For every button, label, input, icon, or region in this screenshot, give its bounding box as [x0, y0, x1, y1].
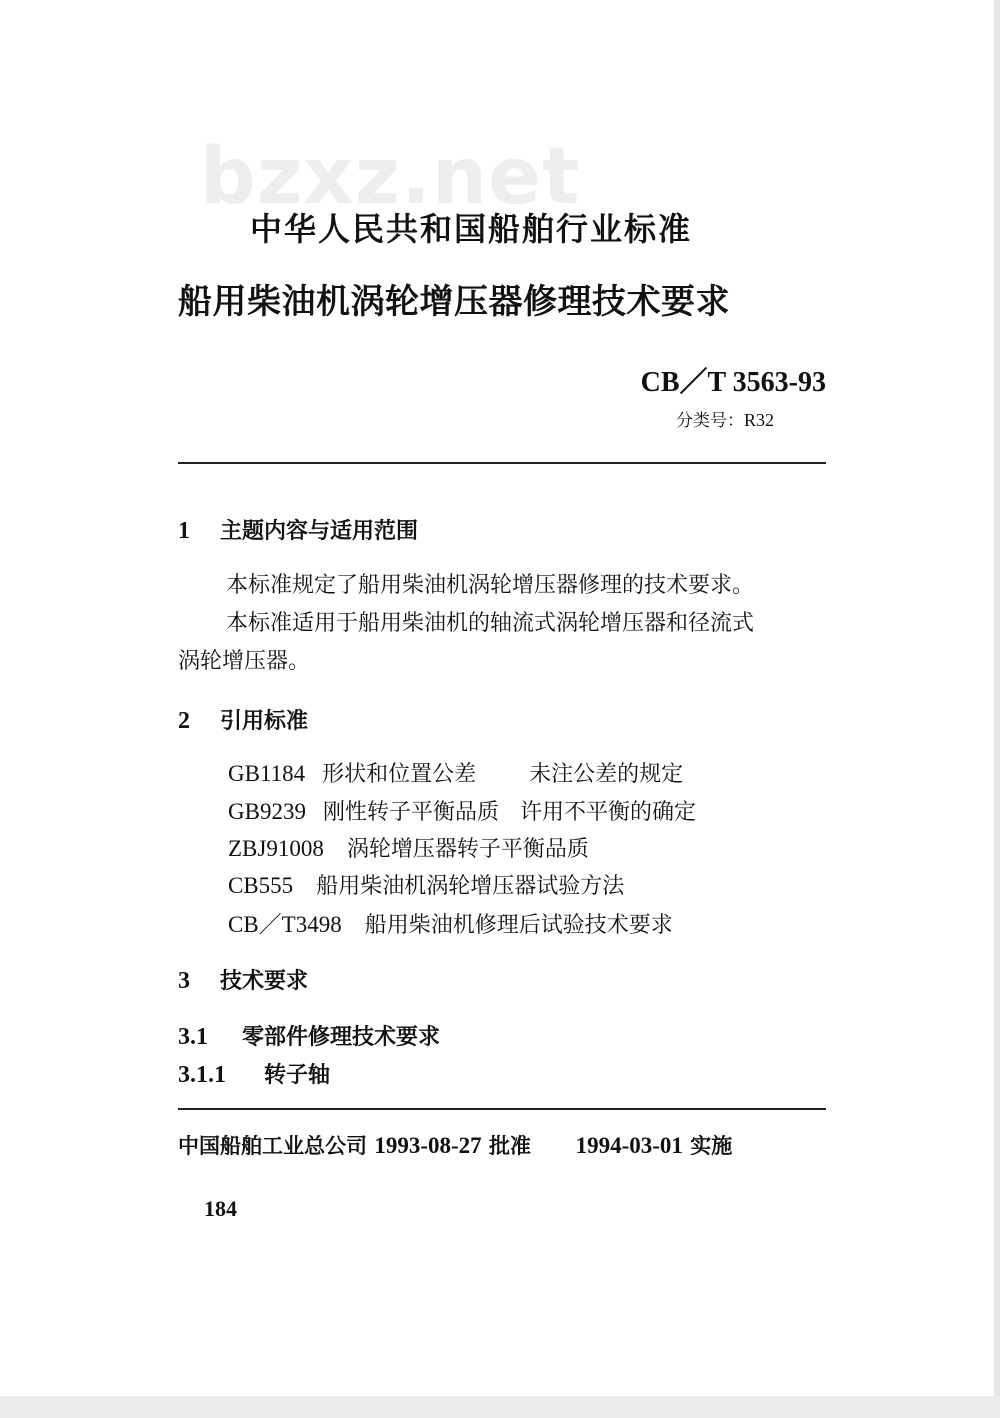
section-1-paragraph-2: 本标准适用于船用柴油机的轴流式涡轮增压器和径流式: [226, 611, 755, 636]
reference-code: GB9239: [228, 799, 306, 824]
section-title: 技术要求: [220, 969, 309, 994]
issuer: 中国船舶工业总公司: [178, 1134, 367, 1158]
reference-row: [228, 757, 683, 788]
section-1-paragraph-2-cont: 涡轮增压器。: [178, 649, 311, 674]
reference-row: [228, 795, 696, 826]
reference-code: CB555: [228, 873, 294, 898]
classification-label: 分类号：: [675, 411, 744, 431]
classification-code: [676, 406, 774, 431]
footer-divider: [178, 1108, 826, 1110]
subsection-title: 零部件修理技术要求: [242, 1025, 441, 1050]
subsection-3-1-heading: [178, 1020, 440, 1051]
classification-value: R32: [743, 410, 774, 430]
reference-title: 船用柴油机修理后试验技术要求: [364, 913, 673, 938]
effective-date: 1994-03-01: [575, 1133, 683, 1158]
section-number: 1: [178, 518, 190, 544]
section-title: 主题内容与适用范围: [220, 519, 419, 544]
page-number: 184: [204, 1196, 237, 1221]
approval-line: [178, 1130, 732, 1160]
header-divider: [178, 462, 826, 464]
effective-label: 实施: [690, 1134, 733, 1158]
subsection-number: 3.1.1: [178, 1062, 226, 1088]
section-1-paragraph-1: 本标准规定了船用柴油机涡轮增压器修理的技术要求。: [226, 573, 755, 598]
subsection-3-1-1-heading: [178, 1058, 330, 1089]
reference-title: 涡轮增压器转子平衡品质: [346, 837, 589, 862]
subsection-title: 转子轴: [264, 1063, 331, 1088]
watermark: bzxz.net: [200, 132, 581, 222]
reference-subtitle: 许用不平衡的确定: [519, 800, 696, 825]
reference-subtitle: 未注公差的规定: [529, 762, 684, 787]
reference-code: ZBJ91008: [228, 836, 324, 861]
section-title: 引用标准: [220, 709, 309, 734]
section-3-heading: [178, 964, 308, 995]
reference-code: CB／T3498: [228, 912, 342, 937]
approval-date: 1993-08-27: [374, 1133, 482, 1158]
industry-standard-title: 中华人民共和国船舶行业标准: [250, 210, 693, 248]
reference-code: GB1184: [228, 761, 306, 786]
section-number: 2: [178, 708, 190, 734]
section-number: 3: [178, 968, 190, 994]
reference-title: 形状和位置公差: [322, 762, 477, 787]
section-2-heading: [178, 704, 308, 735]
reference-title: 刚性转子平衡品质: [322, 800, 499, 825]
standard-number: CB／T 3563-93: [640, 367, 826, 398]
reference-row: [228, 869, 624, 900]
subsection-number: 3.1: [178, 1024, 208, 1050]
reference-title: 船用柴油机涡轮增压器试验方法: [316, 874, 625, 899]
approval-label: 批准: [488, 1134, 531, 1158]
page-edge: [994, 0, 1000, 1418]
reference-row: [228, 906, 673, 939]
reference-row: [228, 832, 589, 863]
section-1-heading: [178, 514, 418, 545]
document-title: 船用柴油机涡轮增压器修理技术要求: [178, 282, 730, 322]
page-edge-bottom: [0, 1396, 1000, 1418]
